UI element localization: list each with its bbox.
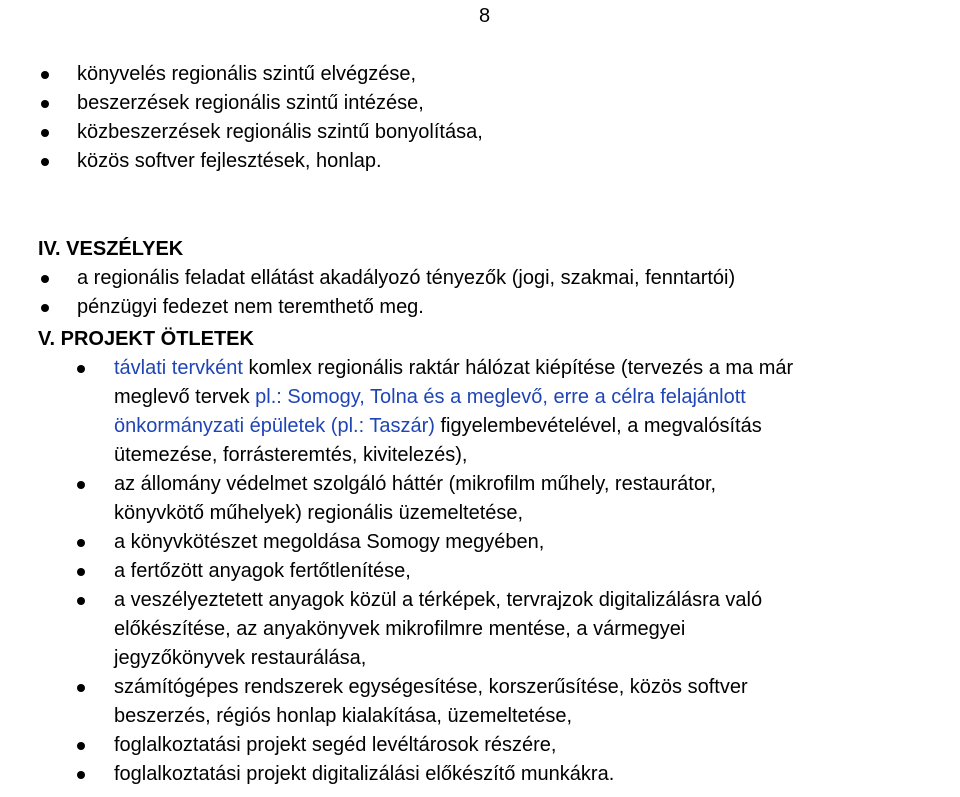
text: előkészítése, az anyakönyvek mikrofilmre mentése, a vármegyei bbox=[114, 618, 686, 640]
text: számítógépes rendszerek egységesítése, korszerűsítése, közös softver bbox=[114, 676, 748, 698]
bullet-icon bbox=[41, 71, 49, 79]
text: foglalkoztatási projekt segéd levéltárosok részére, bbox=[114, 734, 557, 756]
list-item bbox=[114, 528, 960, 557]
threats-list bbox=[77, 264, 735, 322]
list-item-text: könyvelés regionális szintű elvégzése, bbox=[77, 63, 417, 85]
list-item bbox=[77, 118, 483, 147]
project-ideas-list bbox=[114, 354, 960, 789]
highlighted-text: távlati tervként bbox=[114, 357, 243, 379]
list-item bbox=[77, 60, 483, 89]
list-item bbox=[114, 354, 960, 470]
text: a könyvkötészet megoldása Somogy megyében, bbox=[114, 531, 545, 553]
text: komlex regionális raktár hálózat kiépítése (tervezés a ma már bbox=[242, 357, 794, 379]
list-item bbox=[114, 673, 960, 731]
text: foglalkoztatási projekt digitalizálási előkészítő munkákra. bbox=[114, 763, 615, 785]
text: beszerzés, régiós honlap kialakítása, üzemeltetése, bbox=[114, 705, 573, 727]
section-heading-project-ideas: V. PROJEKT ÖTLETEK bbox=[38, 328, 254, 350]
list-item bbox=[114, 586, 960, 673]
list-item bbox=[114, 760, 960, 789]
bullet-icon bbox=[77, 684, 85, 692]
bullet-icon bbox=[77, 742, 85, 750]
text: a fertőzött anyagok fertőtlenítése, bbox=[114, 560, 411, 582]
bullet-icon bbox=[41, 158, 49, 166]
list-item bbox=[77, 293, 735, 322]
bullet-icon bbox=[77, 539, 85, 547]
services-list bbox=[77, 60, 483, 176]
list-item-text: közbeszerzések regionális szintű bonyolítása, bbox=[77, 121, 483, 143]
list-item bbox=[114, 557, 960, 586]
bullet-icon bbox=[41, 275, 49, 283]
list-item-text: pénzügyi fedezet nem teremthető meg. bbox=[77, 296, 424, 318]
bullet-icon bbox=[77, 481, 85, 489]
highlighted-text: önkormányzati épületek (pl.: Taszár) bbox=[114, 415, 435, 437]
text: meglevő tervek bbox=[114, 386, 256, 408]
text: a veszélyeztetett anyagok közül a térképek, tervrajzok digitalizálásra való bbox=[114, 589, 763, 611]
list-item bbox=[77, 89, 483, 118]
list-item bbox=[114, 470, 960, 528]
text: figyelembevételével, a megvalósítás bbox=[434, 415, 762, 437]
bullet-icon bbox=[77, 771, 85, 779]
list-item-text: beszerzések regionális szintű intézése, bbox=[77, 92, 424, 114]
list-item bbox=[77, 264, 735, 293]
bullet-icon bbox=[77, 365, 85, 373]
highlighted-text: pl.: Somogy, Tolna és a meglevő, erre a célra felajánlott bbox=[255, 386, 746, 408]
page-number: 8 bbox=[479, 5, 491, 27]
text: ütemezése, forrásteremtés, kivitelezés), bbox=[114, 444, 468, 466]
bullet-icon bbox=[77, 597, 85, 605]
bullet-icon bbox=[41, 129, 49, 137]
text: jegyzőkönyvek restaurálása, bbox=[114, 647, 367, 669]
list-item bbox=[114, 731, 960, 760]
list-item-text: közös softver fejlesztések, honlap. bbox=[77, 150, 382, 172]
text: könyvkötő műhelyek) regionális üzemeltetése, bbox=[114, 502, 524, 524]
text: az állomány védelmet szolgáló háttér (mikrofilm műhely, restaurátor, bbox=[114, 473, 717, 495]
list-item bbox=[77, 147, 483, 176]
bullet-icon bbox=[77, 568, 85, 576]
section-heading-threats: IV. VESZÉLYEK bbox=[38, 238, 184, 260]
bullet-icon bbox=[41, 100, 49, 108]
bullet-icon bbox=[41, 304, 49, 312]
list-item-text: a regionális feladat ellátást akadályozó tényezők (jogi, szakmai, fenntartói) bbox=[77, 267, 736, 289]
